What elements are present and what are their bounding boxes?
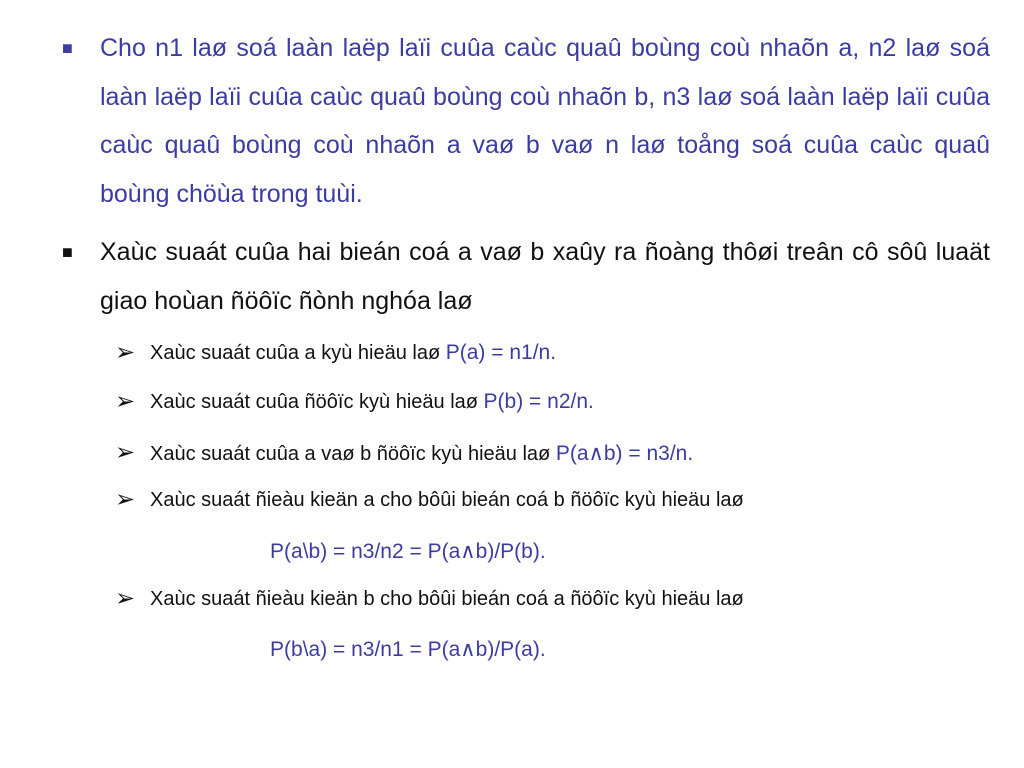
- sub-bullet-conditional-b-given-a: [115, 579, 975, 619]
- formula: P(a) = n1/n.: [445, 341, 557, 364]
- arrow-bullet-icon: ➢: [115, 439, 136, 466]
- square-bullet-icon: ■: [62, 38, 73, 58]
- sub-bullet-label: Xaùc suaát cuûa a kyù hieäu laø: [150, 342, 446, 364]
- formula: P(a∧b) = n3/n.: [555, 441, 694, 465]
- sub-bullet-text: [150, 390, 594, 414]
- sub-bullet-prob-a: [115, 333, 975, 373]
- bullet-text: Xaùc suaát cuûa hai bieán coá a vaø b xaûy ra ñoàng thôøi treân cô sôû luaät giao hoùan ñöôïc ñònh nghóa laø: [100, 238, 990, 315]
- arrow-bullet-icon: ➢: [115, 388, 136, 415]
- bullet-text: Cho n1 laø soá laàn laëp laïi cuûa caùc quaû boùng coù nhaõn a, n2 laø soá laàn laëp laïi cuûa caùc quaû boùng coù nhaõn b, n3 laø soá laàn laëp laïi cuûa caùc quaû boùng coù nhaõn a vaø b vaø n laø toång soá cuûa caùc quaû boùng chöùa trong tuùi.: [100, 34, 990, 208]
- formula-conditional-a-given-b: P(a\b) = n3/n2 = P(a∧b)/P(b).: [270, 540, 546, 563]
- sub-bullet-text: [150, 441, 693, 466]
- square-bullet-icon: ■: [62, 242, 73, 262]
- arrow-bullet-icon: ➢: [115, 585, 136, 612]
- sub-bullet-prob-a-and-b: [115, 433, 975, 473]
- sub-bullet-conditional-a-given-b: [115, 480, 975, 520]
- formula: P(b) = n2/n.: [483, 390, 594, 413]
- sub-bullet-label: Xaùc suaát ñieàu kieän a cho bôûi bieán coá b ñöôïc kyù hieäu laø: [150, 488, 744, 511]
- bullet-joint-probability: [62, 228, 990, 325]
- sub-bullet-label: Xaùc suaát cuûa ñöôïc kyù hieäu laø: [150, 391, 484, 413]
- bullet-definition-counts: [62, 24, 990, 218]
- sub-bullet-prob-b: [115, 382, 975, 422]
- sub-bullet-label: Xaùc suaát cuûa a vaø b ñöôïc kyù hieäu laø: [150, 442, 556, 465]
- formula-conditional-b-given-a: P(b\a) = n3/n1 = P(a∧b)/P(a).: [270, 638, 546, 661]
- sub-bullet-text: [150, 341, 556, 365]
- sub-bullet-label: Xaùc suaát ñieàu kieän b cho bôûi bieán coá a ñöôïc kyù hieäu laø: [150, 587, 744, 610]
- arrow-bullet-icon: ➢: [115, 486, 136, 513]
- arrow-bullet-icon: ➢: [115, 339, 136, 366]
